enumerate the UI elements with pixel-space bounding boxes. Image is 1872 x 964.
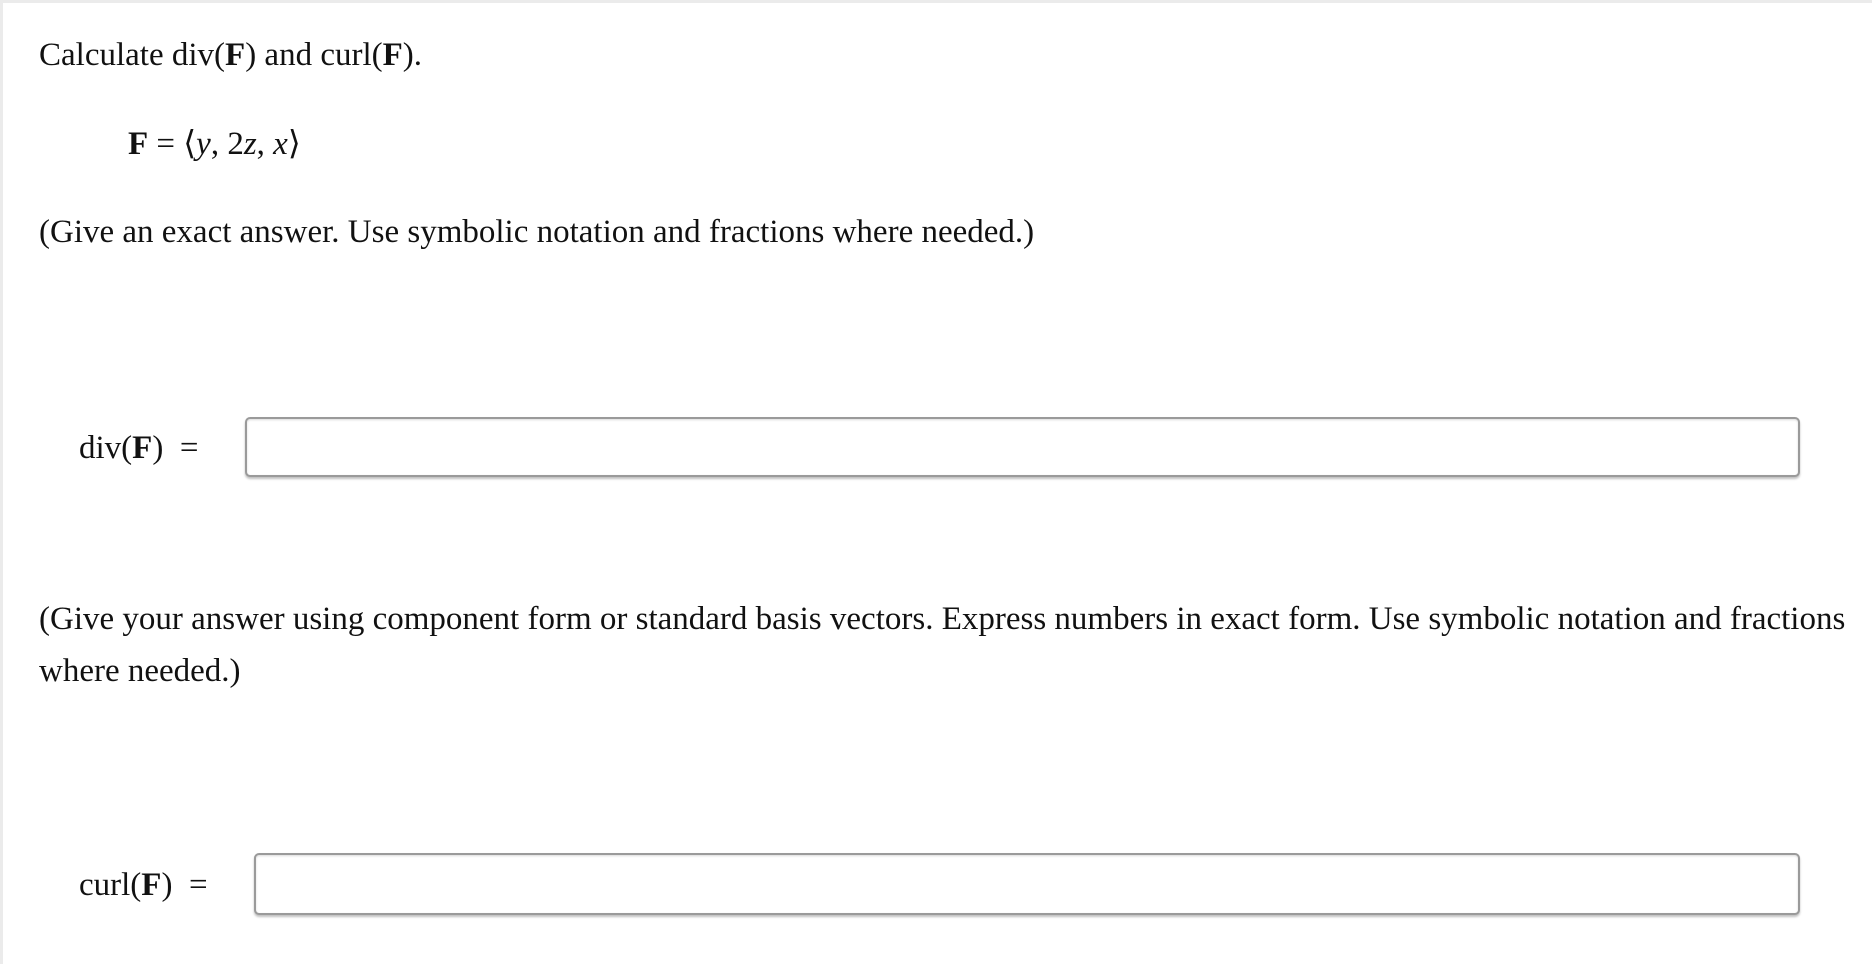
equation-lhs: F — [128, 126, 149, 162]
curl-hint: (Give your answer using component form or standard basis vectors. Express numbers in exact form. Use symbolic notation and fractions where needed.) — [39, 601, 1846, 689]
div-label-suffix: ) = — [152, 430, 199, 466]
curl-answer-input[interactable] — [254, 853, 1800, 915]
component-separator: , — [256, 126, 274, 162]
prompt-text: ). — [402, 37, 423, 73]
vector-field-symbol: F — [382, 37, 403, 73]
angle-bracket-close: ⟩ — [287, 126, 301, 162]
vector-field-symbol: F — [132, 430, 153, 466]
component-separator: , 2 — [210, 126, 244, 162]
div-answer-input[interactable] — [245, 417, 1800, 477]
component-3: x — [273, 126, 288, 162]
curl-label-suffix: ) = — [161, 867, 208, 903]
div-label — [79, 423, 198, 473]
equals-sign: = — [148, 126, 184, 162]
vector-field-equation — [128, 119, 301, 169]
angle-bracket-open: ⟨ — [183, 126, 197, 162]
question-prompt — [39, 30, 422, 80]
component-1: y — [196, 126, 211, 162]
vector-field-symbol: F — [141, 867, 162, 903]
prompt-text: Calculate div( — [39, 37, 226, 73]
div-hint: (Give an exact answer. Use symbolic notation and fractions where needed.) — [39, 214, 1035, 250]
curl-label — [79, 860, 208, 910]
vector-field-symbol: F — [225, 37, 246, 73]
curl-label-prefix: curl( — [79, 867, 142, 903]
div-label-prefix: div( — [79, 430, 133, 466]
component-2: z — [243, 126, 257, 162]
prompt-text: ) and curl( — [245, 37, 383, 73]
